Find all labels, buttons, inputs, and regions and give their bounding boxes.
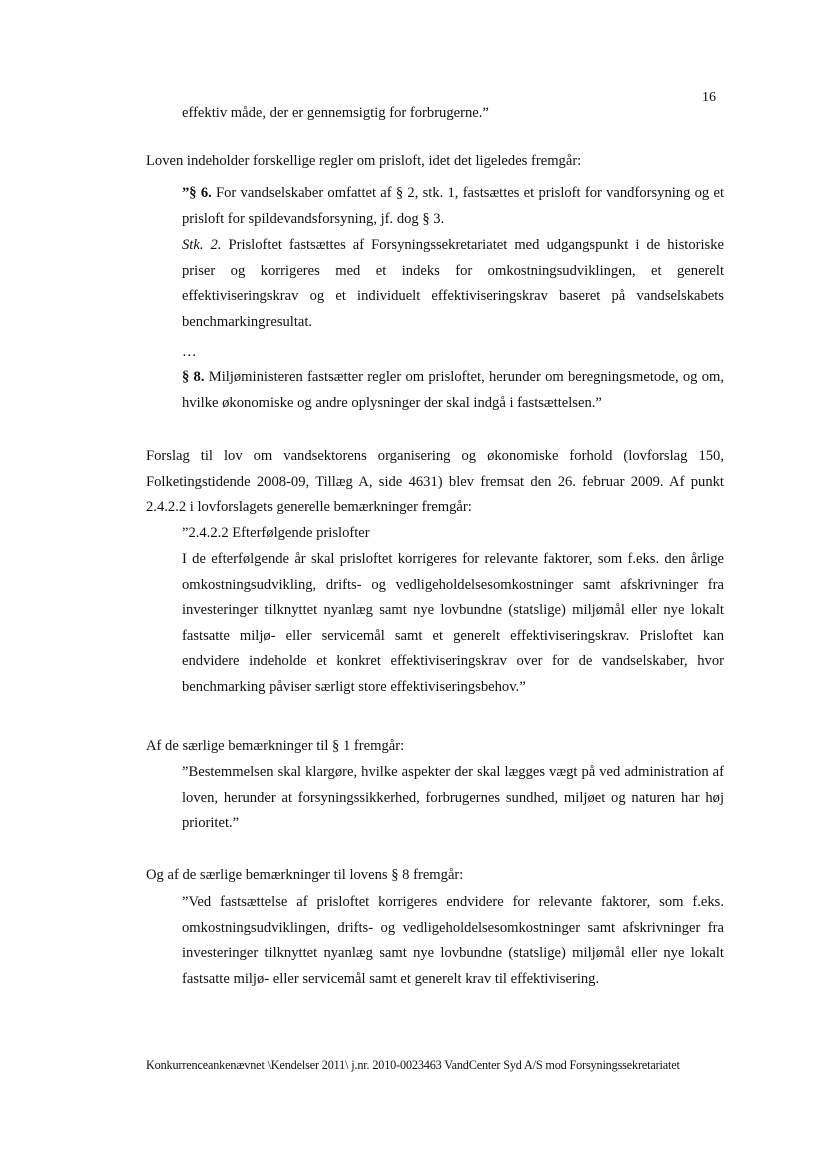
section-6-label: ”§ 6. — [182, 185, 212, 201]
page-number: 16 — [702, 90, 716, 105]
quote-continuation: effektiv måde, der er gennemsigtig for forbrugerne.” — [182, 105, 489, 121]
section-8-text: Miljøministeren fastsætter regler om prisloftet, herunder om beregningsmetode, og om, hvilke økonomiske og andre oplysninger der skal indgå i fastsættelsen.” — [182, 369, 724, 411]
stk-2-label: Stk. 2. — [182, 237, 222, 253]
intro-paragraph: Loven indeholder forskellige regler om prisloft, idet det ligeledes fremgår: — [146, 153, 582, 169]
bill-paragraph: Forslag til lov om vandsektorens organisering og økonomiske forhold (lovforslag 150, Folketingstidende 2008-09, Tillæg A, side 4631) blev fremsat den 26. februar 2009. Af punkt 2.4.2.2 i lovforslagets generelle bemærkninger fremgår: — [146, 448, 724, 516]
quote-section-6 — [182, 181, 724, 232]
section-6-text: For vandselskaber omfattet af § 2, stk. 1, fastsættes et prisloft for vandforsyning og et prisloft for spildevandsforsyning, jf. dog § 3. — [182, 185, 724, 227]
quote-heading-2422: ”2.4.2.2 Efterfølgende prislofter — [182, 525, 370, 541]
page-footer: Konkurrenceankenævnet \Kendelser 2011\ j.nr. 2010-0023463 VandCenter Syd A/S mod Forsyningssekretariatet — [146, 1058, 680, 1072]
quote-2422-body: I de efterfølgende år skal prisloftet korrigeres for relevante faktorer, som f.eks. den årlige omkostningsudvikling, drifts- og vedligeholdelsesomkostninger samt afskrivninger fra investeringer tilknyttet nyanlæg samt nye lovbundne (statslige) miljømål eller nye lokalt fastsatte miljø- eller servicemål samt et generelt effektiviseringskrav. Prisloftet kan endvidere indeholde et konkret effektiviseringskrav over for de vandselskaber, hvor benchmarking påviser særligt store effektiviseringsbehov.” — [182, 551, 724, 695]
section-8-label: § 8. — [182, 369, 205, 385]
ellipsis: … — [182, 344, 197, 360]
quote-section-8-remarks: ”Ved fastsættelse af prisloftet korrigeres endvidere for relevante faktorer, som f.eks. omkostningsudviklingen, drifts- og vedligeholdelsesomkostninger samt afskrivninger fra investeringer tilknyttet nyanlæg samt nye lovbundne (statslige) miljømål eller nye lokalt fastsatte miljø- eller servicemål samt et generelt krav til effektivisering. — [182, 894, 724, 987]
remarks-section-1-intro: Af de særlige bemærkninger til § 1 fremgår: — [146, 738, 405, 754]
stk-2-text: Prisloftet fastsættes af Forsyningssekretariatet med udgangspunkt i de historiske priser og korrigeres med et indeks for omkostningsudviklingen, et generelt effektiviseringskrav og et individuelt effektiviseringskrav baseret på vandselskabets benchmarkingresultat. — [182, 237, 724, 330]
quote-section-1: ”Bestemmelsen skal klargøre, hvilke aspekter der skal lægges vægt på ved administration af loven, herunder at forsyningssikkerhed, forbrugernes sundhed, miljøet og naturen har høj prioritet.” — [182, 764, 724, 832]
quote-stk-2 — [182, 233, 724, 335]
remarks-section-8-intro: Og af de særlige bemærkninger til lovens § 8 fremgår: — [146, 867, 464, 883]
quote-section-8 — [182, 365, 724, 416]
